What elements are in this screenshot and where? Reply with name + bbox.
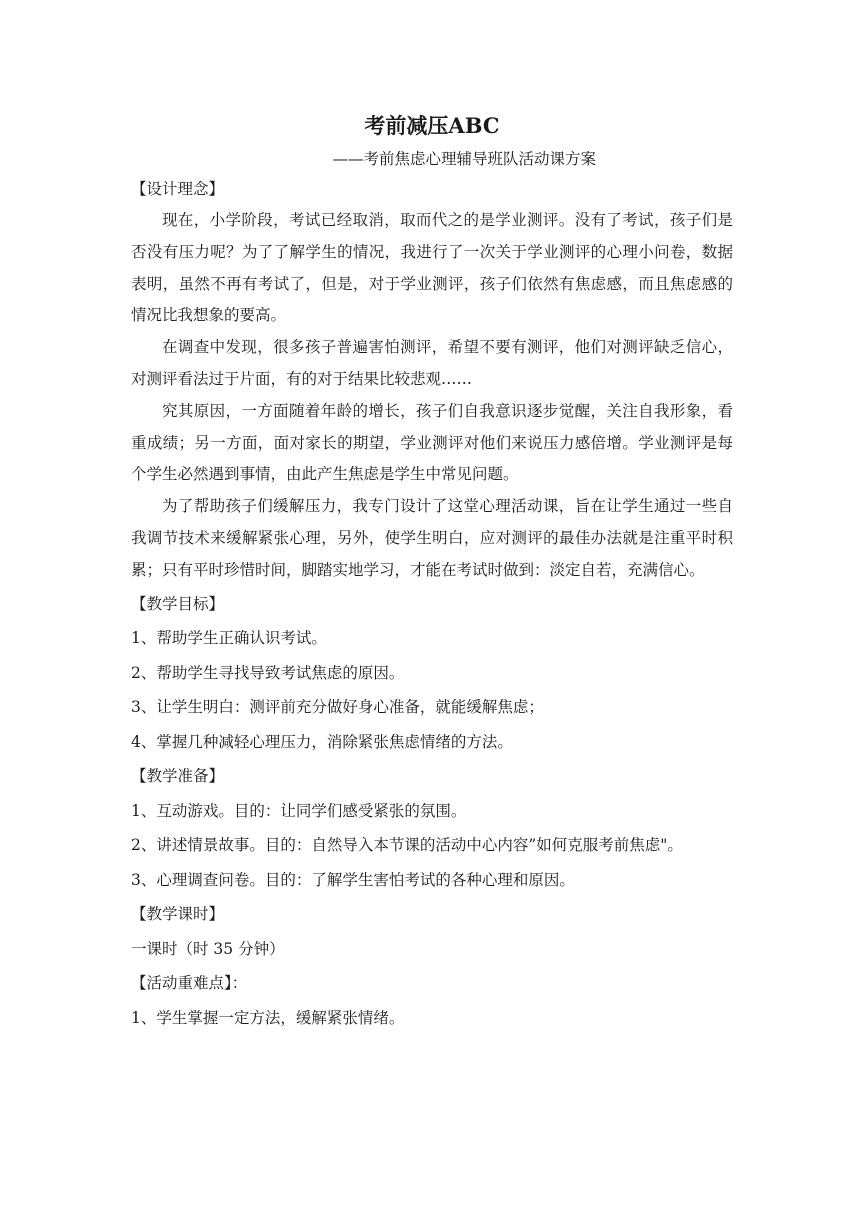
hours-text: 一课时（时 35 分钟） [131,939,285,958]
list-item: 1、帮助学生正确认识考试。 [131,629,327,648]
list-item: 2、讲述情景故事。目的：自然导入本节课的活动中心内容”如何克服考前焦虑"。 [131,836,683,855]
list-item: 1、互动游戏。目的：让同学们感受紧张的氛围。 [131,801,467,820]
list-item: 4、掌握几种减轻心理压力，消除紧张焦虑情绪的方法。 [131,732,513,751]
document-title: 考前减压ABC [364,113,500,138]
list-item: 2、帮助学生寻找导致考试焦虑的原因。 [131,663,405,682]
document-subtitle: ——考前焦虑心理辅导班队活动课方案 [332,150,596,168]
paragraph: 在调查中发现，很多孩子普遍害怕测评，希望不要有测评，他们对测评缺乏信心，对测评看法过于片面，有的对于结果比较悲观…… [131,338,733,388]
document-content [131,108,733,1035]
list-item: 3、让学生明白：测评前充分做好身心准备，就能缓解焦虑； [131,698,544,717]
section-heading-keypoints: 【活动重难点】： [131,974,248,993]
list-item: 1、学生掌握一定方法，缓解紧张情绪。 [131,1008,405,1027]
list-item: 3、心理调查问卷。目的：了解学生害怕考试的各种心理和原因。 [131,870,575,889]
section-heading-hours: 【教学课时】 [131,905,225,924]
section-heading-design: 【设计理念】 [131,180,225,198]
section-heading-prep: 【教学准备】 [131,767,225,786]
paragraph: 现在，小学阶段，考试已经取消，取而代之的是学业测评。没有了考试，孩子们是否没有压力呢？为了了解学生的情况，我进行了一次关于学业测评的心理小问卷，数据表明，虽然不再有考试了，但是，对于学业测评，孩子们依然有焦虑感，而且焦虑感的情况比我想象的要高。 [131,211,733,325]
paragraph: 究其原因，一方面随着年龄的增长，孩子们自我意识逐步觉醒，关注自我形象，看重成绩；另一方面，面对家长的期望，学业测评对他们来说压力感倍增。学业测评是每个学生必然遇到事情，由此产生焦虑是学生中常见问题。 [131,401,733,484]
paragraph: 为了帮助孩子们缓解压力，我专门设计了这堂心理活动课，旨在让学生通过一些自我调节技术来缓解紧张心理，另外，使学生明白，应对测评的最佳办法就是注重平时积累；只有平时珍惜时间，脚踏实地学习，才能在考试时做到：淡定自若，充满信心。 [131,497,733,579]
section-heading-goals: 【教学目标】 [131,594,225,613]
